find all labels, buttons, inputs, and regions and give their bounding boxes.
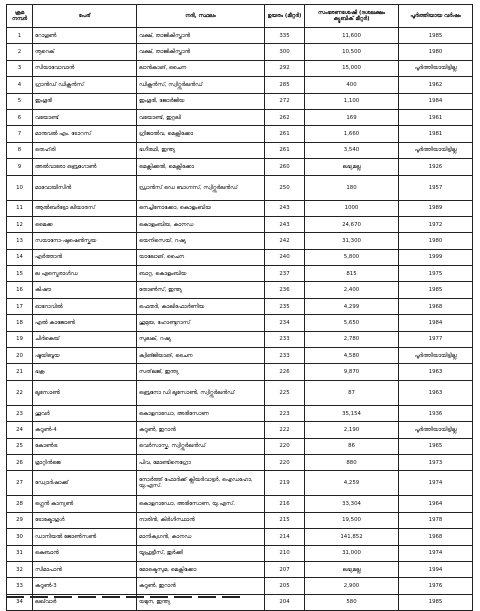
cell-volume: 1,100 — [305, 93, 399, 109]
cell-volume: 11,600 — [305, 28, 399, 44]
cell-name: ചിർകെയ് — [33, 331, 137, 347]
cell-year: 1999 — [399, 249, 473, 265]
cell-name: റോഗൂൺ — [33, 28, 137, 44]
table-row — [7, 77, 473, 93]
cell-height: 285 — [265, 77, 305, 93]
cell-river: ഹുമുയ, ഹോണ്ടുറാസ് — [137, 315, 265, 331]
cell-no: 19 — [7, 331, 33, 347]
cell-no: 22 — [7, 380, 33, 405]
cell-no: 2 — [7, 44, 33, 60]
cell-height: 210 — [265, 545, 305, 561]
cell-height: 242 — [265, 233, 305, 249]
header-height: ഉയരം (മീറ്റർ) — [265, 5, 305, 28]
cell-river: വക്ഷ്, താജികിസ്താൻ — [137, 28, 265, 44]
cell-height: 222 — [265, 422, 305, 438]
cell-volume: 2,780 — [305, 331, 399, 347]
cell-no: 18 — [7, 315, 33, 331]
cell-height: 216 — [265, 496, 305, 512]
cell-river: വയോണ്ട്, ഇറ്റലി — [137, 109, 265, 125]
cell-volume: 24,670 — [305, 216, 399, 232]
cell-height: 261 — [265, 126, 305, 142]
cell-river: ഗ്രിജാൽവ, മെക്സിക്കോ — [137, 126, 265, 142]
footer-dash — [54, 596, 72, 598]
cell-no: 30 — [7, 529, 33, 545]
cell-name: കറൂൺ-4 — [33, 422, 137, 438]
cell-volume: 15,000 — [305, 60, 399, 76]
cell-volume: 33,304 — [305, 496, 399, 512]
cell-river: യെനിസെയ്, റഷ്യ — [137, 233, 265, 249]
cell-year: പൂർത്തിയായിട്ടില്ല — [399, 422, 473, 438]
cell-river: നോർത്ത് ഫോർക്ക് ക്ലിയർവാട്ടർ, ഐഡഹോ, യു.എസ്. — [137, 471, 265, 496]
cell-river: സുലക്, റഷ്യ — [137, 331, 265, 347]
cell-year: പൂർത്തിയായിട്ടില്ല — [399, 142, 473, 158]
cell-river: ഫെതർ, കാലിഫോർണിയ — [137, 298, 265, 314]
header-name: പേര് — [33, 5, 137, 28]
cell-name: കറൂൺ-3 — [33, 578, 137, 594]
table-row — [7, 233, 473, 249]
cell-river: ക്വിങ്ജിയാങ്, ചൈന — [137, 348, 265, 364]
cell-name: ഗ്ലെൻ കാന്യൺ — [33, 496, 137, 512]
table-row — [7, 454, 473, 470]
cell-height: 204 — [265, 594, 305, 610]
cell-year: 1975 — [399, 266, 473, 282]
table-row — [7, 545, 473, 561]
table-row — [7, 142, 473, 158]
cell-name: അൽവാരോ ഒബ്രഗോൺ — [33, 159, 137, 175]
table-row — [7, 216, 473, 232]
cell-name: കിഷൗ — [33, 282, 137, 298]
cell-river: കൊളറാഡോ, അരിസോണ — [137, 405, 265, 421]
header-no: ക്രമ നമ്പർ — [7, 5, 33, 28]
cell-year: 1972 — [399, 216, 473, 232]
cell-height: 262 — [265, 109, 305, 125]
cell-name: സയാനോ-ഷുഷെൻസ്കയ — [33, 233, 137, 249]
cell-no: 9 — [7, 159, 33, 175]
table-row — [7, 93, 473, 109]
cell-height: 233 — [265, 331, 305, 347]
cell-river: വക്ഷ്, താജികിസ്താൻ — [137, 44, 265, 60]
cell-no: 23 — [7, 405, 33, 421]
table-row — [7, 438, 473, 454]
cell-year: 1957 — [399, 175, 473, 200]
cell-name: എൽ കാജോൺ — [33, 315, 137, 331]
cell-year: 1968 — [399, 529, 473, 545]
cell-volume: 31,300 — [305, 233, 399, 249]
cell-volume: 5,650 — [305, 315, 399, 331]
cell-year: 1963 — [399, 380, 473, 405]
cell-height: 220 — [265, 438, 305, 454]
cell-river: സത്‌ലജ്, ഇന്ത്യ — [137, 364, 265, 380]
cell-volume: 86 — [305, 438, 399, 454]
cell-year: 1976 — [399, 578, 473, 594]
table-row — [7, 249, 473, 265]
table-row — [7, 512, 473, 528]
cell-height: 261 — [265, 142, 305, 158]
cell-river: വെർസാസ്ക, സ്വിറ്റ്സർലൻഡ് — [137, 438, 265, 454]
table-row — [7, 348, 473, 364]
cell-no: 6 — [7, 109, 33, 125]
cell-year: 1980 — [399, 233, 473, 249]
cell-river: പിവ, മോണ്ടിനെഗ്രോ — [137, 454, 265, 470]
cell-volume: ലഭ്യമല്ല — [305, 561, 399, 577]
table-row — [7, 175, 473, 200]
cell-height: 233 — [265, 348, 305, 364]
cell-year: 1989 — [399, 200, 473, 216]
cell-no: 24 — [7, 422, 33, 438]
cell-year: 1965 — [399, 438, 473, 454]
cell-height: 260 — [265, 159, 305, 175]
footer-dash — [30, 596, 48, 598]
table-row — [7, 28, 473, 44]
cell-volume: ലഭ്യമല്ല — [305, 159, 399, 175]
cell-name: ഡാനിയൽ ജോൺസൺ — [33, 529, 137, 545]
cell-year: പൂർത്തിയായിട്ടില്ല — [399, 348, 473, 364]
cell-name: ഡ്വോർഷാക്ക് — [33, 471, 137, 496]
cell-name: മാനുവൽ എം. ടോറസ് — [33, 126, 137, 142]
cell-year: 1926 — [399, 159, 473, 175]
cell-no: 1 — [7, 28, 33, 44]
cell-height: 223 — [265, 405, 305, 421]
cell-no: 20 — [7, 348, 33, 364]
cell-no: 15 — [7, 266, 33, 282]
cell-height: 234 — [265, 315, 305, 331]
table-row — [7, 471, 473, 496]
cell-volume: 815 — [305, 266, 399, 282]
table-row — [7, 159, 473, 175]
cell-no: 16 — [7, 282, 33, 298]
cell-name: ഗ്രാൻഡ് ഡിക്സൻസ് — [33, 77, 137, 93]
cell-name: സിയാവോവാൻ — [33, 60, 137, 76]
cell-no: 7 — [7, 126, 33, 142]
cell-name: ലഖ്‌വാർ — [33, 594, 137, 610]
cell-year: 1978 — [399, 512, 473, 528]
cell-year: 1984 — [399, 93, 473, 109]
cell-height: 240 — [265, 249, 305, 265]
cell-volume: 580 — [305, 594, 399, 610]
cell-no: 13 — [7, 233, 33, 249]
dams-table — [6, 4, 473, 611]
cell-name: വയോണ്ട് — [33, 109, 137, 125]
cell-name: ല എസ്മെരാൾഡ — [33, 266, 137, 282]
footer-dash — [198, 596, 216, 598]
cell-volume: 35,154 — [305, 405, 399, 421]
cell-height: 220 — [265, 454, 305, 470]
cell-no: 14 — [7, 249, 33, 265]
cell-river: ഭഗീരഥി, ഇന്ത്യ — [137, 142, 265, 158]
cell-year: 1981 — [399, 126, 473, 142]
cell-river: മോക്ടെസുമ, മെക്സിക്കോ — [137, 561, 265, 577]
cell-no: 10 — [7, 175, 33, 200]
cell-name: ഓറോവിൽ — [33, 298, 137, 314]
cell-no: 25 — [7, 438, 33, 454]
cell-river: നെച്ചിനോക്കോ, കൊളംബിയ — [137, 200, 265, 216]
cell-river: കൊളറാഡോ, അരിസോണ, യു.എസ്. — [137, 496, 265, 512]
cell-volume: 9,870 — [305, 364, 399, 380]
cell-name: നൂറെക് — [33, 44, 137, 60]
footer-dash — [174, 596, 192, 598]
cell-height: 292 — [265, 60, 305, 76]
cell-no: 11 — [7, 200, 33, 216]
cell-volume: 169 — [305, 109, 399, 125]
cell-volume: 4,259 — [305, 471, 399, 496]
header-year: പൂർത്തിയായ വർഷം — [399, 5, 473, 28]
cell-height: 219 — [265, 471, 305, 496]
cell-name: ടോക്ടോഗുൾ — [33, 512, 137, 528]
cell-volume: 2,190 — [305, 422, 399, 438]
cell-height: 272 — [265, 93, 305, 109]
cell-river: യാലോങ്, ചൈന — [137, 249, 265, 265]
cell-river: ബ്രെനോ ഡി ലൂസോൺ, സ്വിറ്റ്സർലൻഡ് — [137, 380, 265, 405]
cell-name: ഇംഗൂരി — [33, 93, 137, 109]
table-row — [7, 422, 473, 438]
cell-volume: 1,660 — [305, 126, 399, 142]
table-row — [7, 200, 473, 216]
cell-river: തോൺസ്, ഇന്ത്യ — [137, 282, 265, 298]
cell-year: 1968 — [399, 298, 473, 314]
cell-name: മാവോയിസിൻ — [33, 175, 137, 200]
cell-height: 214 — [265, 529, 305, 545]
table-row — [7, 109, 473, 125]
cell-volume: 3,540 — [305, 142, 399, 158]
cell-river: ലാൻകാങ്, ചൈന — [137, 60, 265, 76]
cell-no: 4 — [7, 77, 33, 93]
cell-river: ഇംഗൂരി, ജോർജിയ — [137, 93, 265, 109]
header-volume: സംഭരണശേഷി (ദശലക്ഷം ക്യൂബിക് മീറ്റർ) — [305, 5, 399, 28]
cell-year: 1963 — [399, 364, 473, 380]
table-row — [7, 561, 473, 577]
cell-height: 335 — [265, 28, 305, 44]
cell-river: കൊളംബിയ, കാനഡ — [137, 216, 265, 232]
footer-dash — [6, 596, 24, 598]
cell-year: 1985 — [399, 594, 473, 610]
cell-height: 226 — [265, 364, 305, 380]
cell-river: നാരിൻ, കിർഗിസ്ഥാൻ — [137, 512, 265, 528]
cell-height: 207 — [265, 561, 305, 577]
cell-year: 1974 — [399, 545, 473, 561]
document-page — [4, 0, 476, 606]
cell-height: 225 — [265, 380, 305, 405]
cell-name: കെബാൻ — [33, 545, 137, 561]
cell-no: 26 — [7, 454, 33, 470]
cell-volume: 31,000 — [305, 545, 399, 561]
cell-river: കറൂൺ, ഇറാൻ — [137, 422, 265, 438]
footer-dash — [126, 596, 144, 598]
table-header-row — [7, 5, 473, 28]
cell-river: ഡ്രാൻസ് ഡെ ബാഗ്നസ്, സ്വിറ്റ്സർലൻഡ് — [137, 175, 265, 200]
cell-name: എർത്താൻ — [33, 249, 137, 265]
footer-rule — [6, 592, 472, 600]
cell-year: 1994 — [399, 561, 473, 577]
cell-height: 236 — [265, 282, 305, 298]
cell-river: യൂഫ്രട്ടീസ്, തുർക്കി — [137, 545, 265, 561]
cell-height: 243 — [265, 216, 305, 232]
cell-year: 1964 — [399, 496, 473, 512]
cell-no: 8 — [7, 142, 33, 158]
cell-no: 12 — [7, 216, 33, 232]
cell-volume: 4,299 — [305, 298, 399, 314]
table-row — [7, 266, 473, 282]
header-river: നദി, സ്ഥലം — [137, 5, 265, 28]
cell-name: മൈക്ക — [33, 216, 137, 232]
cell-height: 237 — [265, 266, 305, 282]
cell-no: 3 — [7, 60, 33, 76]
cell-volume: 19,500 — [305, 512, 399, 528]
cell-no: 21 — [7, 364, 33, 380]
cell-volume: 10,500 — [305, 44, 399, 60]
cell-volume: 880 — [305, 454, 399, 470]
cell-river: ബാറ്റ, കൊളംബിയ — [137, 266, 265, 282]
footer-dash — [222, 596, 240, 598]
cell-year: 1980 — [399, 44, 473, 60]
cell-no: 27 — [7, 471, 33, 496]
cell-name: ഹൂവർ — [33, 405, 137, 421]
cell-height: 235 — [265, 298, 305, 314]
cell-river: ഡിക്സൻസ്, സ്വിറ്റ്സർലൻഡ് — [137, 77, 265, 93]
cell-name: മ്രാറ്റിൻജെ — [33, 454, 137, 470]
cell-year: 1936 — [399, 405, 473, 421]
cell-river: യമുന, ഇന്ത്യ — [137, 594, 265, 610]
cell-name: ഷൂയിബൂയ — [33, 348, 137, 364]
cell-river: കറൂൺ, ഇറാൻ — [137, 578, 265, 594]
cell-name: സിമാപാൻ — [33, 561, 137, 577]
cell-year: 1985 — [399, 282, 473, 298]
cell-no: 5 — [7, 93, 33, 109]
cell-no: 17 — [7, 298, 33, 314]
cell-height: 250 — [265, 175, 305, 200]
cell-volume: 5,800 — [305, 249, 399, 265]
cell-no: 32 — [7, 561, 33, 577]
table-row — [7, 282, 473, 298]
cell-volume: 141,852 — [305, 529, 399, 545]
cell-year: 1977 — [399, 331, 473, 347]
cell-year: 1961 — [399, 109, 473, 125]
table-row — [7, 529, 473, 545]
cell-height: 215 — [265, 512, 305, 528]
cell-year: 1974 — [399, 471, 473, 496]
cell-volume: 400 — [305, 77, 399, 93]
footer-dash — [150, 596, 168, 598]
table-row — [7, 60, 473, 76]
cell-height: 300 — [265, 44, 305, 60]
cell-year: പൂർത്തിയായിട്ടില്ല — [399, 60, 473, 76]
cell-height: 205 — [265, 578, 305, 594]
cell-year: 1962 — [399, 77, 473, 93]
cell-name: ആൽബർട്ടോ ലിയാരസ് — [33, 200, 137, 216]
cell-volume: 2,900 — [305, 578, 399, 594]
table-row — [7, 126, 473, 142]
cell-no: 33 — [7, 578, 33, 594]
table-row — [7, 315, 473, 331]
cell-river: മെക്സിക്കൽ, മെക്സിക്കോ — [137, 159, 265, 175]
table-row — [7, 298, 473, 314]
footer-dash — [102, 596, 120, 598]
cell-volume: 2,400 — [305, 282, 399, 298]
cell-volume: 4,580 — [305, 348, 399, 364]
cell-height: 243 — [265, 200, 305, 216]
table-row — [7, 44, 473, 60]
cell-name: ഭക്ര — [33, 364, 137, 380]
cell-volume: 1000 — [305, 200, 399, 216]
cell-no: 31 — [7, 545, 33, 561]
cell-volume: 180 — [305, 175, 399, 200]
cell-year: 1984 — [399, 315, 473, 331]
table-row — [7, 364, 473, 380]
cell-year: 1973 — [399, 454, 473, 470]
table-row — [7, 380, 473, 405]
cell-no: 28 — [7, 496, 33, 512]
table-row — [7, 331, 473, 347]
footer-dash — [78, 596, 96, 598]
cell-year: 1985 — [399, 28, 473, 44]
cell-name: തെഹ്‌രി — [33, 142, 137, 158]
cell-name: കോൺട്ര — [33, 438, 137, 454]
cell-no: 29 — [7, 512, 33, 528]
table-row — [7, 496, 473, 512]
cell-river: മാനിക്വഗൻ, കാനഡ — [137, 529, 265, 545]
cell-name: ലൂസോൺ — [33, 380, 137, 405]
table-row — [7, 405, 473, 421]
cell-volume: 87 — [305, 380, 399, 405]
cell-no: 34 — [7, 594, 33, 610]
